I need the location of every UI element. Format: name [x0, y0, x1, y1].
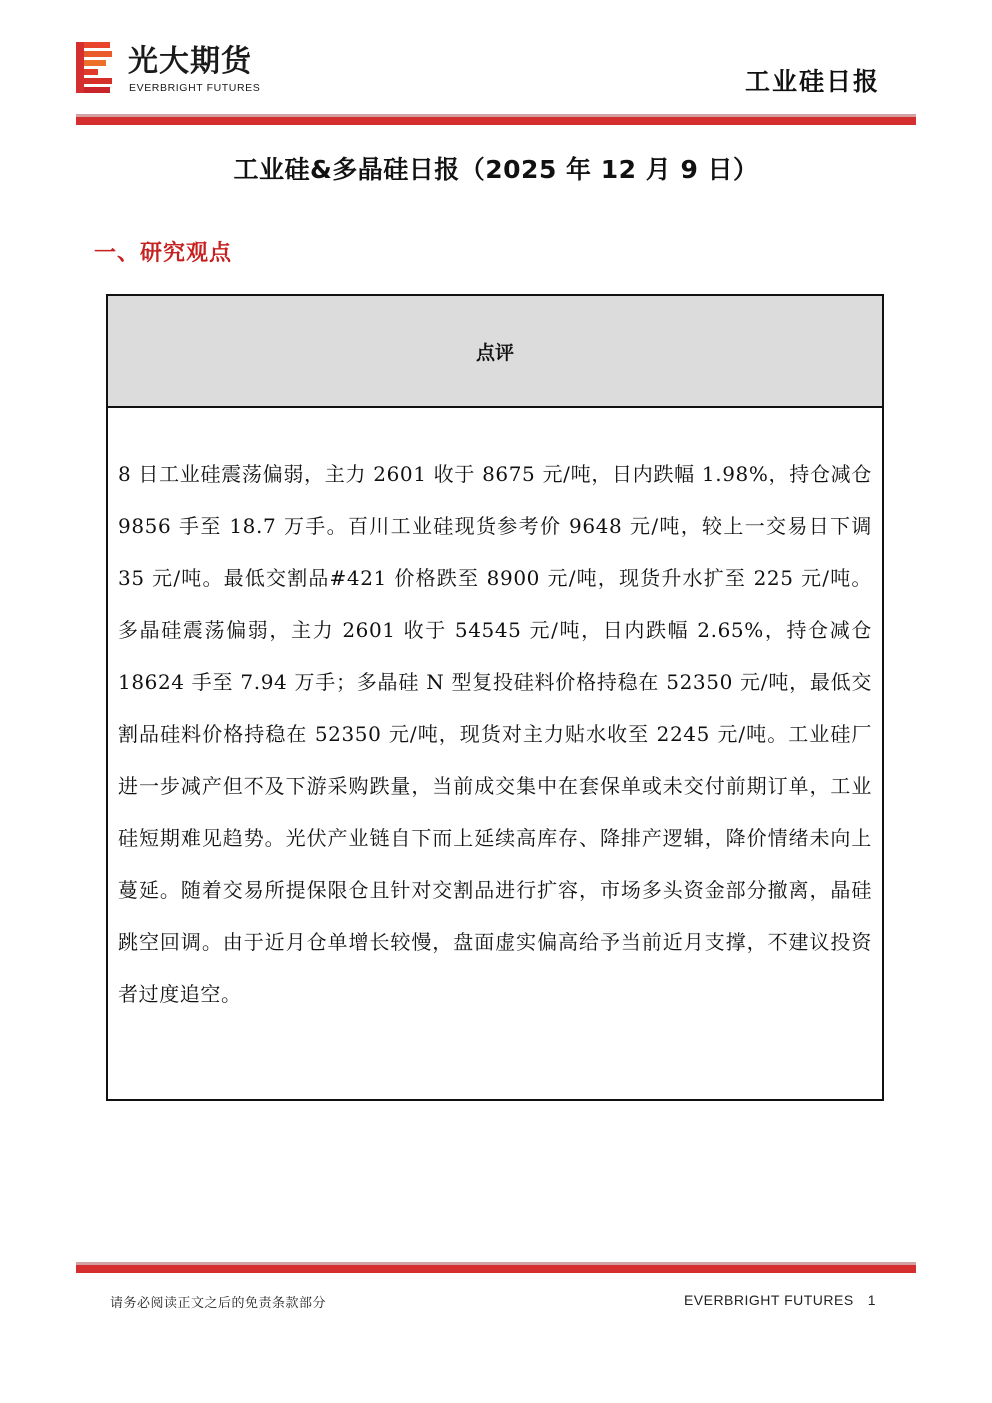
page-number: 1 [867, 1292, 876, 1308]
footer-divider [76, 1262, 916, 1273]
everbright-logo-icon [76, 42, 114, 98]
disclaimer-note: 请务必阅读正文之后的免责条款部分 [110, 1296, 327, 1311]
comment-table [106, 294, 884, 1101]
footer-brand-page [684, 1292, 876, 1308]
footer-brand: EVERBRIGHT FUTURES [683, 1292, 854, 1308]
everbright-logo [76, 42, 296, 100]
logo-chinese-name: 光大期货 [128, 44, 252, 79]
comment-table-body: 8 日工业硅震荡偏弱，主力 2601 收于 8675 元/吨，日内跌幅 1.98%，持仓减仓 9856 手至 18.7 万手。百川工业硅现货参考价 9648 元/吨，较上一交易日下调 35 元/吨。最低交割品#421 价格跌至 8900 元/吨，现货升水扩至 225 元/吨。多晶硅震荡偏弱，主力 2601 收于 54545 元/吨，日内跌幅 2.65%，持仓减仓 18624 手至 7.94 万手；多晶硅 N 型复投硅料价格持稳在 52350 元/吨，最低交割品硅料价格持稳在 52350 元/吨，现货对主力贴水收至 2245 元/吨。工业硅厂进一步减产但不及下游采购跌量，当前成交集中在套保单或未交付前期订单，工业硅短期难见趋势。光伏产业链自下而上延续高库存、降排产逻辑，降价情绪未向上蔓延。随着交易所提保限仓且针对交割品进行扩容，市场多头资金部分撤离，晶硅跳空回调。由于近月仓单增长较慢，盘面虚实偏高给予当前近月支撑，不建议投资者过度追空。 [118, 462, 872, 1006]
report-type-title: 工业硅日报 [744, 67, 880, 96]
comment-table-header: 点评 [108, 296, 882, 408]
document-title: 工业硅&多晶硅日报（2025 年 12 月 9 日） [233, 155, 759, 184]
header-divider [76, 114, 916, 125]
page-header [0, 0, 992, 130]
logo-english-name: EVERBRIGHT FUTURES [129, 82, 261, 94]
section-heading: 一、研究观点 [94, 241, 233, 266]
